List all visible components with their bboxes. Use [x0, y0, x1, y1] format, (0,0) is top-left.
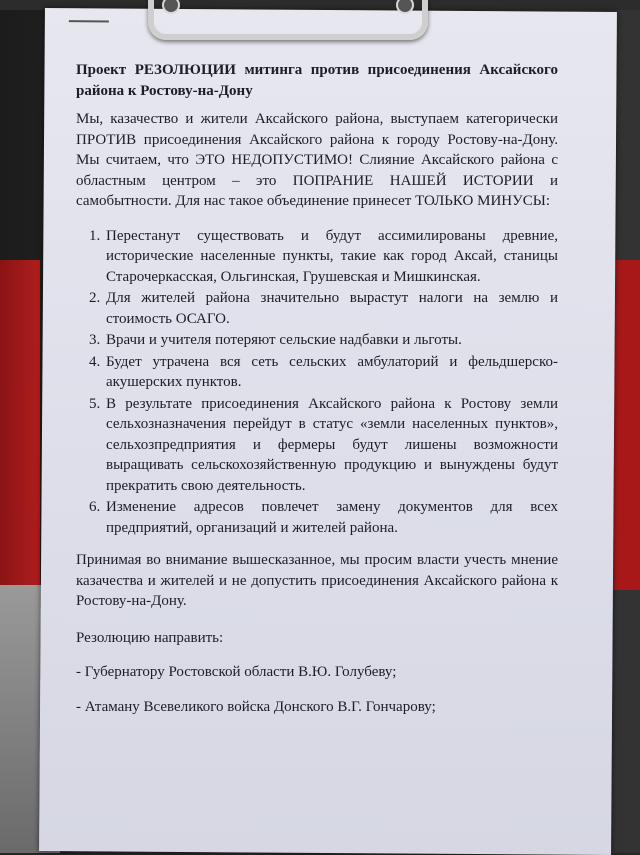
addressee-governor: - Губернатору Ростовской области В.Ю. Голубеву; [76, 664, 397, 680]
clip-rivet [162, 0, 180, 14]
list-item: 4. Будет утрачена вся сеть сельских амбулаторий и фельдшерско-акушерских пунктов. [104, 352, 558, 393]
list-item: 1. Перестанут существовать и будут ассимилированы древние, исторические населенные пункты, такие как город Аксай, станицы Старочеркасская, Ольгинская, Грушевская и Мишкинская. [104, 226, 558, 288]
intro-paragraph: Мы, казачество и жители Аксайского района, выступаем категорически ПРОТИВ присоединения Аксайского района к городу Ростову-на-Дону. Мы считаем, что ЭТО НЕДОПУСТИМО! Слияние Аксайского района с областным центром – это ПОПРАНИЕ НАШЕЙ ИСТОРИИ и самобытности. Для нас такое объединение принесет ТОЛЬКО МИНУСЫ: [76, 111, 558, 209]
send-to-label: Резолюцию направить: [76, 629, 224, 646]
document-title [76, 60, 558, 101]
list-item: 5. В результате присоединения Аксайского района к Ростову земли сельхозназначения перейдут в статус «земли населенных пунктов», сельхозпредприятия и фермеры будут лишены возможности выращивать сельскохозяйственную продукцию и вынуждены будут прекратить свою деятельность. [104, 394, 558, 497]
title-main: РЕЗОЛЮЦИИ митинга против присоединения Аксайского района к Ростову-на-Дону [76, 62, 558, 99]
background-red-object-right [612, 260, 640, 590]
addressee-ataman: - Атаману Всевеликого войска Донского В.Г. Гончарову; [76, 698, 436, 715]
title-prefix: Проект [76, 62, 135, 78]
background-red-object [0, 260, 40, 590]
list-item: 6. Изменение адресов повлечет замену документов для всех предприятий, организаций и жителей района. [104, 497, 558, 538]
clipboard-clip [148, 0, 428, 40]
list-item: 3. Врачи и учителя потеряют сельские надбавки и льготы. [104, 330, 558, 351]
paper-mark [69, 20, 109, 22]
list-item: 2. Для жителей района значительно вырастут налоги на землю и стоимость ОСАГО. [104, 288, 558, 329]
clip-rivet [396, 0, 414, 14]
minus-list [76, 226, 558, 539]
conclusion-paragraph: Принимая во внимание вышесказанное, мы просим власти учесть мнение казачества и жителей и не допустить присоединения Аксайского района к Ростову-на-Дону. [76, 552, 558, 609]
resolution-document [76, 48, 558, 717]
